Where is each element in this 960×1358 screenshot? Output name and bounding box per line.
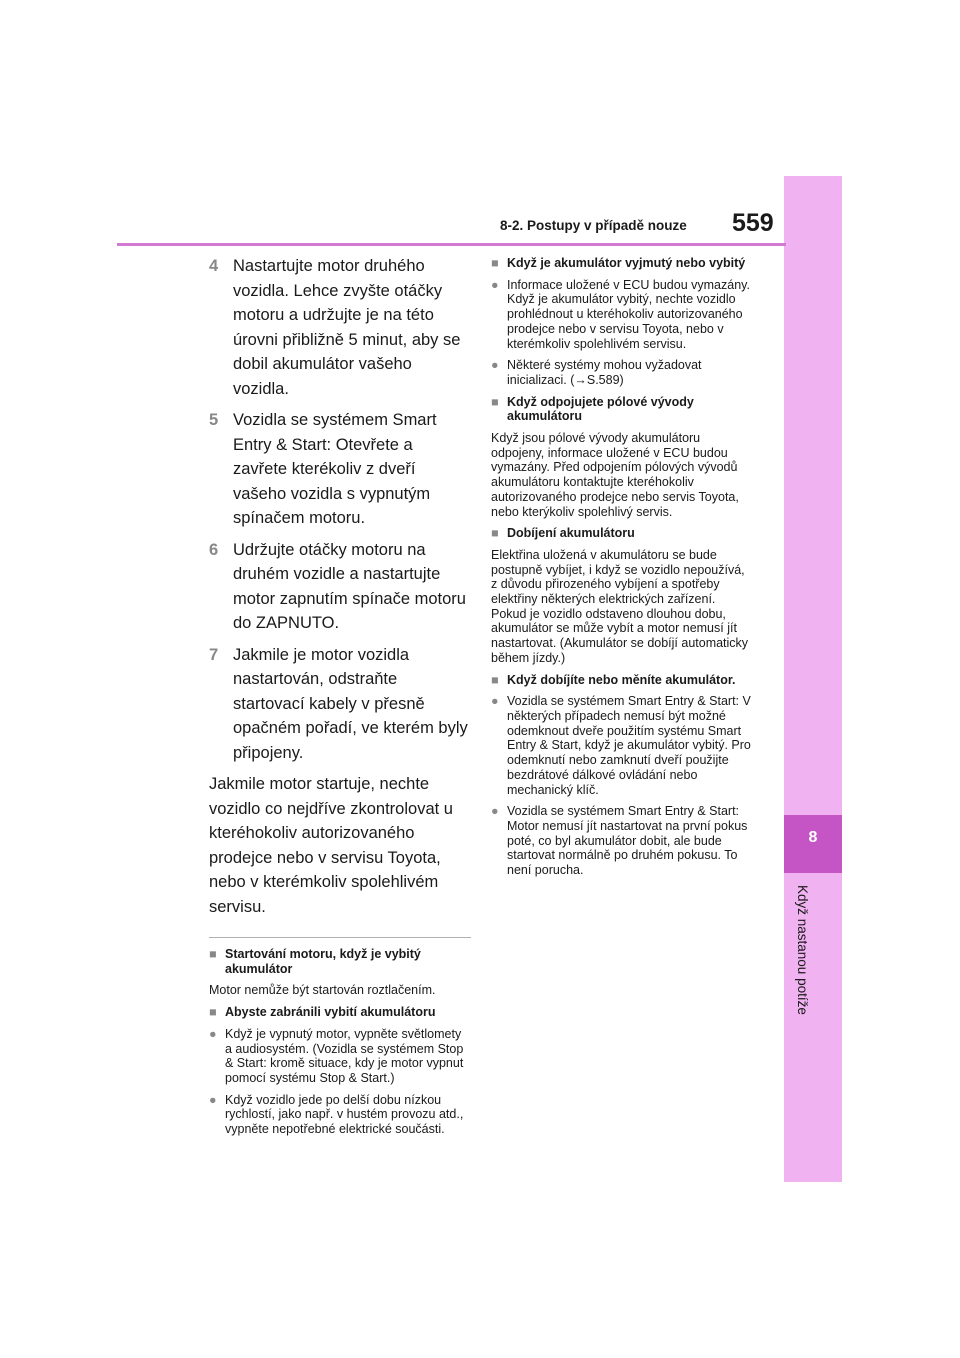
step-item (209, 643, 471, 766)
note-bullet-text: Informace uložené v ECU budou vymazány. Když je akumulátor vybitý, nechte vozidlo prohlédnout u kteréhokoliv autorizovaného prodejce nebo v servisu Toyota, nebo v kterémkoliv spolehlivém servisu. (507, 277, 750, 351)
note-bullet (209, 1093, 471, 1137)
note-bullet (491, 694, 753, 797)
note-heading (491, 395, 753, 424)
note-bullet (491, 278, 753, 352)
step-item (209, 538, 471, 636)
note-heading (209, 1005, 471, 1020)
step-number: 4 (209, 257, 219, 275)
step-text: Jakmile je motor vozidla nastartován, odstraňte startovací kabely v přesně opačném pořadí, ve kterém byly připojeny. (233, 645, 468, 762)
note-bullet (209, 1027, 471, 1086)
square-bullet-icon: ■ (491, 256, 499, 270)
circle-bullet-icon: ● (209, 1092, 217, 1107)
section-title: 8-2. Postupy v případě nouze (500, 218, 687, 233)
step-number: 7 (209, 645, 219, 664)
circle-bullet-icon: ● (209, 1026, 217, 1041)
note-bullet-text: Vozidla se systémem Smart Entry & Start: Motor nemusí jít nastartovat na první pokus poté, co byl akumulátor dobit, ale bude startovat normálně po druhém pokusu. To není porucha. (507, 804, 748, 878)
square-bullet-icon: ■ (209, 1005, 217, 1020)
step-text: Udržujte otáčky motoru na druhém vozidle a nastartujte motor zapnutím spínače motoru do ZAPNUTO. (233, 540, 466, 632)
chapter-title: Když nastanou potíže (795, 885, 810, 1015)
closing-paragraph: Jakmile motor startuje, nechte vozidlo co nejdříve zkontrolovat u kteréhokoliv autorizovaného prodejce nebo v servisu Toyota, nebo v kterémkoliv spolehlivém servisu. (209, 775, 453, 916)
circle-bullet-icon: ● (491, 694, 499, 709)
step-item (209, 408, 471, 531)
square-bullet-icon: ■ (209, 947, 217, 961)
note-heading-text: Dobíjení akumulátoru (507, 526, 635, 541)
step-text: Nastartujte motor druhého vozidla. Lehce zvyšte otáčky motoru a udržujte je na této úrovni přibližně 5 minut, aby se dobil akumulátor vašeho vozidla. (233, 257, 461, 398)
note-text: Motor nemůže být startován roztlačením. (209, 983, 436, 998)
note-bullet-text: Některé systémy mohou vyžadovat inicializaci. (→S.589) (507, 358, 702, 387)
note-heading-text: Když je akumulátor vyjmutý nebo vybitý (507, 256, 746, 270)
note-heading (491, 256, 753, 271)
step-item (209, 254, 471, 401)
note-heading (491, 673, 753, 688)
circle-bullet-icon: ● (491, 277, 499, 292)
note-heading (491, 526, 753, 541)
note-bullet-text: Když je vypnutý motor, vypněte světlomety a audiosystém. (Vozidla se systémem Stop & Start: kromě situace, kdy je motor vypnut pomocí systému Stop & Start.) (225, 1026, 464, 1085)
section-divider (209, 937, 471, 938)
step-number: 6 (209, 540, 219, 559)
header-rule (117, 243, 786, 246)
note-text: Elektřina uložená v akumulátoru se bude postupně vybíjet, i když se vozidlo nepoužívá, z důvodu přirozeného vybíjení a spotřeby elektřiny některých elektrických zařízení. Pokud je vozidlo odstaveno dlouhou dobu, akumulátor se může vybít a motor nemusí jít nastartovat. (Akumulátor se dobíjí automaticky během jízdy.) (491, 547, 749, 665)
note-heading-text: Když dobíjíte nebo měníte akumulátor. (507, 672, 736, 687)
page-number: 559 (732, 209, 774, 237)
step-number: 5 (209, 411, 219, 429)
chapter-number: 8 (808, 829, 818, 846)
square-bullet-icon: ■ (491, 672, 499, 687)
step-text: Vozidla se systémem Smart Entry & Start: Otevřete a zavřete kterékoliv z dveří vašeho vozidla s vypnutým spínačem motoru. (233, 411, 437, 527)
note-heading-text: Abyste zabránili vybití akumulátoru (225, 1005, 436, 1020)
circle-bullet-icon: ● (491, 358, 499, 373)
note-heading (209, 947, 471, 976)
note-bullet (491, 358, 753, 387)
square-bullet-icon: ■ (491, 394, 499, 409)
note-heading-text: Startování motoru, když je vybitý akumulátor (225, 947, 421, 976)
note-bullet (491, 804, 753, 878)
note-bullet-text: Vozidla se systémem Smart Entry & Start: V některých případech nemusí být možné odemknout dveře použitím systému Smart Entry & Start, když je akumulátor vybitý. Pro odemknutí nebo zamknutí dveří použijte bezdrátové dálkové ovládání nebo mechanický klíč. (507, 694, 751, 797)
note-heading-text: Když odpojujete pólové vývody akumulátoru (507, 394, 694, 424)
square-bullet-icon: ■ (491, 526, 499, 541)
circle-bullet-icon: ● (491, 804, 499, 819)
note-text: Když jsou pólové vývody akumulátoru odpojeny, informace uložené v ECU budou vymazány. Před odpojením pólových vývodů akumulátoru kontaktujte kteréhokoliv autorizovaného prodejce nebo servis Toyota, nebo kterýkoliv spolehlivý servis. (491, 431, 739, 519)
note-bullet-text: Když vozidlo jede po delší dobu nízkou rychlostí, jako např. v hustém provozu atd., vypněte nepotřebné elektrické součásti. (225, 1092, 464, 1137)
right-column (491, 256, 753, 885)
left-column (209, 254, 471, 1144)
